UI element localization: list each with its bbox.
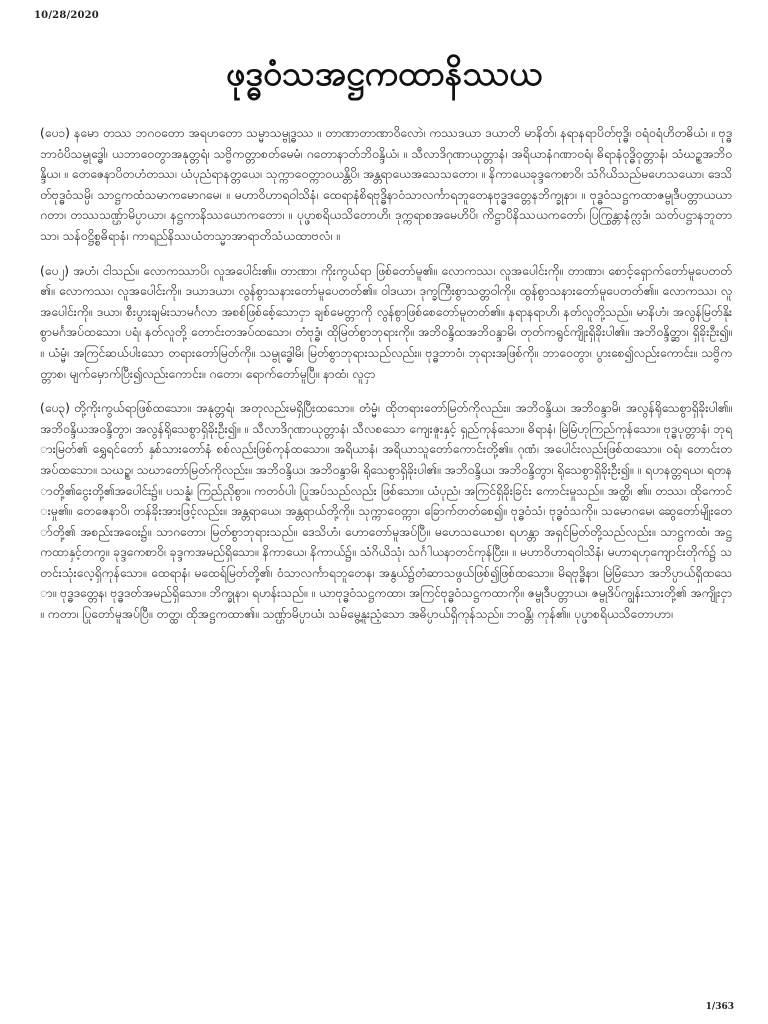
paragraph	[40, 123, 732, 247]
paragraph-text: နမော တဿ ဘဂဝတော အရဟတော သမ္မာသမ္ဗုဒ္ဓဿ ။ တာဏာတာဏာဝိလောဲ၊ ကဿဒယာ ဒယာတိ မာနိတ်၊ နရာနရာပိတ်ဗုဒ္ဓိ၊ ဝရံ၀ရံဟိတဓိယံ၊ ။ ဗုဒ္ဓဘာဝံပိသမ္ဗုဒ္ဓေါ၊ ယဘာဝေတွာအနုတ္တရံ၊ သဗ္ဗိကတ္တာစတ်မေမံ၊ ဂတောနာတ်ဘိဝန္ဒိယံ၊ ။ သီလာဒိဂုဏာယုတ္တာနံ၊ အရိယာနံဂဏာဝရံ၊ ဓိရာနံဝုဒ္ဓိဝုတ္တာနံ၊ သံဃဥ္စအဘိဝန္ဒိယ၊ ။ တေဇေနာပိတဟံတဿ၊ ယံပုညံရာနတ္တယေ၊ သုက္ကာ၀ေတ္ကာ၀ယန္တိပိ၊ အန္တရာယေအသေသတော၊ ။ နိကာယေခုဒ္ဒကေစာဝိ၊ သံဂိယိသည်မဟေသယော၊ ဒေသိတ်ဗုဒ္ဓဝံသမ္ပိ၊ သာဋ္ဌကထံသမာကမောဂမေ၊ ။ မဟာဝိဟာရဝါသိနံ၊ ထေရာနံစိရဗုဒ္ဓိနာဝံသာလင်္ကာရဘူတေနဗုဒ္ဓဒတ္တေနဘိက္ခုနာ၊ ။ ဗုဒ္ဓဝံသဋ္ဌကထာဇမ္ဗုဒီပတ္တာယယာဂတာ၊ တဿသဏ္ဌ်ာမိပ္ပာယာ၊ နဋ္ဌကာနိဿယောကတော၊ ။ ပုပ္ဖာစရိယသိတောဟိ၊ ဒုက္ကရာစအမေဟိပိ၊ ကိဋ္ဌာပိနိဿယကတော်၊ ပြကြွန္တာနံက္လဒံ၊ သတ်ပဋ္ဌာနဘူတာသာ၊ သန်ဝဋ္ဌိစ္စဓိရာနံ၊ ကာရည်နိဿယံတသ္မာအာရာတိသံယထာဗလံ၊ ။	[40, 126, 732, 243]
paragraph-text: အဟံ၊ ငါသည်။ လောကဿာပိ၊ လူအပေါင်း၏။ တာဏာ၊ ကိုးကွယ်ရာ ဖြစ်တော်မူ၏။ လောကဿ၊ လူအပေါင်းကို။ တာဏာ၊ စောင့်ရှောက်တော်မူပေတတ်၏။ လောကဿ၊ လူအပေါင်းကို။ ဒယာဒယာ၊ လွန်စွာသနားတော်မူပေတတ်၏။ ဝါဒယာ၊ ဒုက္ခကြီးစွာသတ္တဝါကို။ ထွန်စွာသနားတော်မူပေတတ်၏။ လောကဿ၊ လူအပေါင်းကို။ ဒယာ၊ စီးပွားချမ်းသာမင်္ဂလာ အစစ်ဖြစ်စေ့်သောငှာ ချစ်မေတ္တာကို လွန်စွာဖြစ်စေတော်မူတတ်၏။ နရာနရာဟိ၊ နတ်လူတို့သည်။ မာနိဟံ၊ အလွန်မြတ်နိုးစွာမင်္ဂအပ်ထသော၊ ပရံ၊ နတ်လူတို့ တောင်းတအပ်ထသော၊ တံဗုဒ္ဓံ၊ ထိုမြတ်စွာဘုရားကို။ အဘိဝန္ဒိထအဘိဝန္ဒာမိ၊ တုတ်ကရွင်ကျိုးရှိခိုးပါ၏။ အဘိဝန္ဒိတ္ဆာ၊ ရှိခိုးဦး၍။ ။ ယံမ္မံ၊ အကြင်ဆယ်ပါးသော တရားတော်မြတ်ကို။ သမ္ဗုဒ္ဓေါမိ၊ မြတ်စွာဘုရားသည်လည်း။ ဗုဒ္ဓဘာဝံ၊ ဘုရားအဖြစ်ကို။ ဘာဝေတွာ၊ ပွားစေ၍လည်းကောင်း။ သဗ္ဗိကတ္တာစ၊ မျက်မှောက်ပြီး၍လည်းကောင်း။ ဂတော၊ ရောက်တော်မူပြီ။ နာထံ၊ လူငှာ	[40, 263, 732, 381]
paragraph	[40, 398, 732, 625]
paragraph-number: (ပေ၃)	[40, 401, 70, 416]
paragraph-number: (ပေ၁)	[40, 126, 70, 140]
print-date: 10/28/2020	[34, 10, 99, 21]
paragraph-text: တို့ကိုးကွယ်ရာဖြစ်ထသော။ အနုတ္တရံ၊ အတုလည်းမရှိပြီးထသော။ တံမ္မံ၊ ထိုတရားတော်မြတ်ကိုလည်း။ အဘိဝန္ဒိယ၊ အဘိဝန္ဒာမိ၊ အလွန်ရိုသေစွာရှိခိုးပါ၏။ အဘိဝန္ဒိယအဝန္ဒိတွာ၊ အလွန်ရိုသေစွာရှိခိုးဦး၍။ ။ သီလာဒိဂုဏာယုတ္တာနံ၊ သီလစသော ကျေးဇူးနှင့် ရှည်ကုန်သော။ ဓိရာနံ၊ မြဲမြံဟုကြည်ကုန်သော။ ဗုဒ္ဓပုတ္တာနံ၊ ဘုရားမြတ်၏ ရွှေရင်တော် နှစ်သားတော်နံ စစ်လည်းဖြစ်ကုန်ထသော။ အရိယာနံ၊ အရိယာသူတော်ကောင်းတို့၏။ ဂုဏံ၊ အပေါင်းလည်းဖြစ်ထသော။ ဝရံ၊ တောင်းတအပ်ထသော။ သဃဥ္စ၊ သဃာတော်မြတ်ကိုလည်း။ အဘိဝန္ဒိယ၊ အဘိဝန္ဒာမိ၊ ရိုသေစွာရှိခိုးပါ၏။ အဘိဝန္ဒိယ၊ အဘိဝန္ဒိတွာ၊ ရိုသေစွာရှိခိုးဦး၍။ ။ ရပာနတ္တရယ၊ ရတနာတို့၏ငွေးတို့၏အပေါင်း၌။ ပသန္နံ၊ ကြည်ညိုစွာ။ ကတဝ်ပါ၊ ပြုအပ်သည်လည်း ဖြစ်သော။ ယံပုညံ၊ အကြင်ရှိခိုးခြင်း ကောင်းမှုသည်။ အတ္ထိ၊ ၏။ တဿ၊ ထိုကောင်းမှု၏။ တေဇေနာပိ၊ တန်ခိုးအားဖြင့်လည်း။ အန္တရာယေ၊ အန္တရာယ်တို့ကို။ သုက္ကာ၀ေတ္ကာ၊ ခြောက်တတ်စေ၍။ ဗုဒ္ဓဝံသံ၊ ဗုဒ္ဓဝံသကို။ သမောဂမေ၊ ဆွေတော်မျိုးတော်တို့၏ အစည်းအဝေး၌။ သာဂတော၊ မြတ်စွာဘုရားသည်။ ဒေသိဟံ၊ ဟောတော်မူအပ်ပြီ။ မဟေသယောစ၊ ရဟန္တာ အရှင်မြတ်တို့သည်လည်း။ သာဋ္ဌကထံ၊ အဋ္ဌကထာနှင့်တကွ။ ခုဒ္ဒကေစာဝိ၊ ခုဒ္ဒကအမည်ရှိသော။ နိကာယေ၊ နိကာယ်၌။ သံဂိယိသုံ၊ သင်္ဂါယနာတင်ကုန်ပြီး။ ။ မဟာဝိဟာရဝါသိနံ၊ မဟာရဟုကျောင်းတိုက်၌ သတင်းသုံးလေ့ရှိကုန်သော။ ထေရာနံ၊ မထေရ်မြတ်တို့၏၊ ဝံသာလင်္ကာရဘူတေန၊ အနွယ်၌တံဆာသဖွယ်ဖြစ်၍ဖြစ်ထသော။ မိရဗုဒ္ဓိနာ၊ မြဲမြံသော အဘိပ္ပာယ်ရှိထသော။ ဗုဒ္ဓဒတ္တေန၊ ဗုဒ္ဓဒတ်အမည်ရှိသော။ ဘိက္ခုနာ၊ ရဟန်းသည်။ ။ ယာဗုဒ္ဓဝံသဋ္ဌကထာ၊ အကြင်ဗုဒ္ဓဝံသဋ္ဌကထာကို။ ဇမ္ဗုဒီပတ္တာယ၊ ဇမ္ဗုဒိပ်ကျွန်းသားတို့၏ အကျိုးငှာ။ ကတာ၊ ပြုတော်မူအပ်ပြီ။ တတ္ထ၊ ထိုအဋ္ဌကထာ၏။ သဏ္ဌ်ာမိပ္ပာယံ၊ သမ်မွေ့နူးညံ့သော အဓိပ္ပာယ်ရှိကုန်သည်။ ဘဝန္တိ၊ ကုန်၏။ ပုပ္ဖာစရိယသိတောဟာ၊	[40, 401, 732, 622]
document-title: ဖုဒ္ဓဝံသအဋ္ဌကထာနိဿယ	[225, 54, 543, 94]
paragraph	[40, 261, 732, 385]
paragraph-number: (ပေ၂)	[40, 263, 70, 278]
document-body	[40, 123, 732, 639]
page-number: 1/363	[705, 1002, 734, 1012]
